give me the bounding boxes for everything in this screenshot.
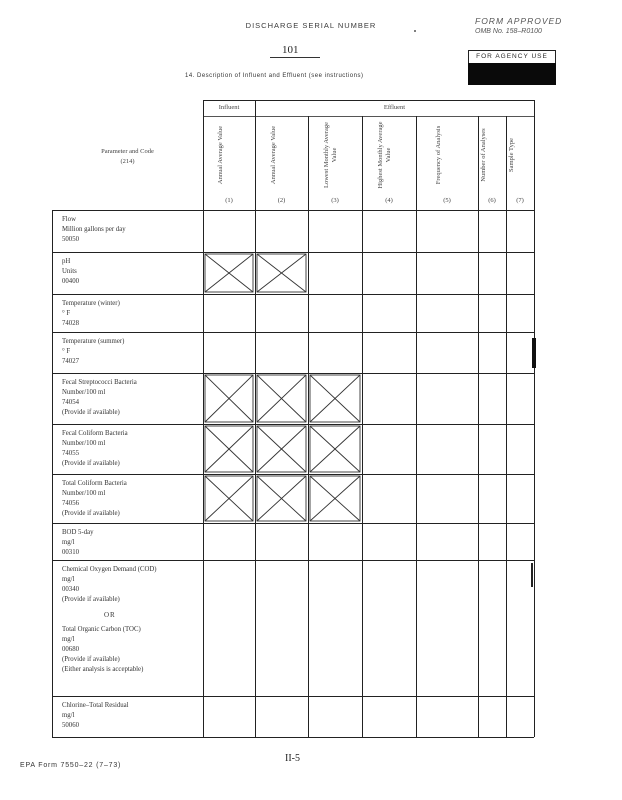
parameter-note: (Provide if available) [62,460,120,467]
parameter-name: BOD 5-day [62,529,94,536]
x-mark-total-coliform-3 [310,476,360,521]
parameter-unit: mg/l [62,712,75,719]
parameter-unit: mg/l [62,576,75,583]
parameter-code: 00310 [62,549,79,556]
parameter-code: 00340 [62,586,79,593]
parameter-unit: Number/100 ml [62,389,106,396]
parameter-code: 00680 [62,646,79,653]
column-number: (3) [331,197,339,204]
parameter-note: (Provide if available) [62,510,120,517]
parameter-unit: mg/l [62,539,75,546]
parameter-unit: mg/l [62,636,75,643]
parameter-name: Chlorine–Total Residual [62,702,129,709]
parameter-note: (Provide if available) [62,656,120,663]
parameter-unit: Units [62,268,77,275]
column-header-label: Highest Monthly Average Value [377,121,392,189]
column-number: (7) [516,197,524,204]
x-mark-fecal-strep-3 [310,375,360,422]
parameter-code: 74055 [62,450,79,457]
item-14-description: 14. Description of Influent and Effluent (see instructions) [185,73,364,79]
effluent-header: Effluent [383,104,406,111]
parameter-name: Fecal Coliform Bacteria [62,430,128,437]
column-header-label: Annual Average Value [269,125,277,185]
x-mark-fecal-strep-1 [205,375,253,422]
parameter-note: (Provide if available) [62,596,120,603]
x-mark-fecal-coliform-3 [310,426,360,472]
parameter-unit: ° F [62,310,71,317]
column-header-label: Frequency of Analysis [435,125,442,185]
margin-mark-2 [531,563,533,587]
column-number: (2) [277,197,286,204]
parameter-code: (214) [120,158,135,165]
x-mark-fecal-coliform-1 [205,426,253,472]
parameter-unit: ° F [62,348,71,355]
parameter-name: Temperature (winter) [62,300,120,307]
page-number: II-5 [285,753,300,764]
x-mark-total-coliform-2 [257,476,306,521]
column-header-label: Sample Type [508,138,515,172]
parameter-code: 74054 [62,399,79,406]
column-number: (4) [385,197,393,204]
serial-number-value: 101 [282,44,299,56]
parameter-note2: (Either analysis is acceptable) [62,666,144,673]
discharge-serial-number-title: DISCHARGE SERIAL NUMBER [245,21,377,30]
margin-mark [532,338,536,368]
parameter-name: pH [62,258,71,265]
x-mark-ph-influent [205,254,253,292]
parameter-name: Temperature (summer) [62,338,125,345]
column-number: (1) [225,197,233,204]
x-mark-total-coliform-1 [205,476,253,521]
parameter-header: Parameter and Code [101,148,154,155]
x-mark-ph-effluent-annual [257,254,306,292]
parameter-code: 00400 [62,278,79,285]
parameter-code: 74028 [62,320,79,327]
parameter-unit: Million gallons per day [62,226,126,233]
parameter-name: Fecal Streptococci Bacteria [62,379,137,386]
omb-number: OMB No. 158–R0100 [475,28,542,35]
or-separator: OR [104,611,116,619]
x-mark-fecal-strep-2 [257,375,306,422]
form-number: EPA Form 7550–22 (7–73) [20,762,122,769]
parameter-code: 74056 [62,500,79,507]
parameter-code: 74027 [62,358,79,365]
parameter-name: Total Organic Carbon (TOC) [62,626,141,633]
parameter-code: 50060 [62,722,79,729]
parameter-unit: Number/100 ml [62,440,106,447]
column-header-label: Lowest Monthly Average Value [323,122,338,188]
column-number: (6) [488,197,496,204]
column-number: (5) [443,197,451,204]
parameter-note: (Provide if available) [62,409,120,416]
parameter-name: Flow [62,216,76,223]
parameter-name: Chemical Oxygen Demand (COD) [62,566,157,573]
agency-use-label: FOR AGENCY USE [468,50,556,64]
parameter-unit: Number/100 ml [62,490,106,497]
x-mark-fecal-coliform-2 [257,426,306,472]
parameter-name: Total Coliform Bacteria [62,480,127,487]
column-header-label: Annual Average Value [217,125,224,185]
influent-header: Influent [218,104,240,111]
form-approved-label: FORM APPROVED [475,16,563,26]
parameter-code: 50050 [62,236,79,243]
column-header-label: Number of Analyses [480,128,487,182]
